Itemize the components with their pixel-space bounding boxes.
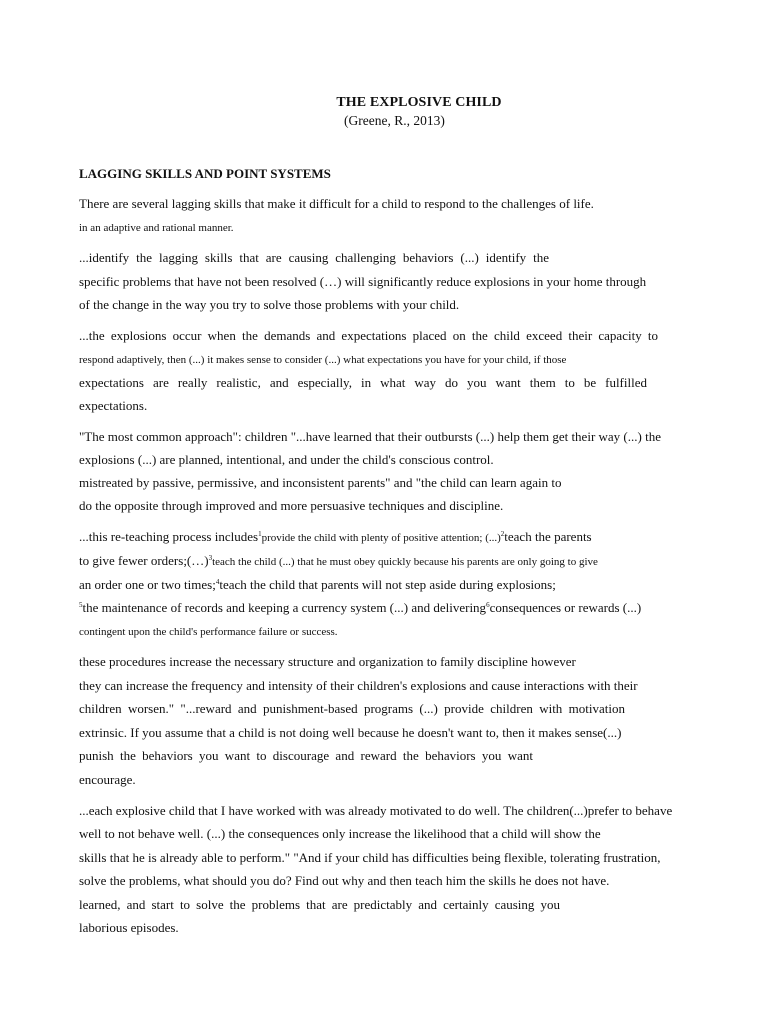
text-fragment: to give fewer orders;(…) xyxy=(79,553,209,568)
text-line: There are several lagging skills that make it difficult for a child to respond to the challenges of life. xyxy=(79,196,594,211)
text-fragment: consequences or rewards (...) xyxy=(489,600,642,615)
document-title: THE EXPLOSIVE CHILD xyxy=(336,95,502,110)
list-number: 2 xyxy=(500,530,505,538)
list-number: 6 xyxy=(486,601,490,609)
text-fragment: the maintenance of records and keeping a currency system (...) and delivering xyxy=(82,600,487,615)
text-line: solve the problems, what should you do? Find out why and then teach him the skills he does not have. xyxy=(79,873,610,888)
section-heading: LAGGING SKILLS AND POINT SYSTEMS xyxy=(79,166,331,181)
text-line: learned, and start to solve the problems that are predictably and certainly causing you xyxy=(79,897,560,912)
text-line: skills that he is already able to perform." "And if your child has difficulties being flexible, tolerating frustration, xyxy=(79,850,661,865)
text-line: punish the behaviors you want to discourage and reward the behaviors you want xyxy=(79,748,533,763)
text-line: explosions (...) are planned, intentional, and under the child's conscious control. xyxy=(79,452,494,467)
text-fragment: teach the parents xyxy=(504,529,592,544)
text-line: extrinsic. If you assume that a child is not doing well because he doesn't want to, then it makes sense(...) xyxy=(79,725,622,740)
text-line: contingent upon the child's performance failure or success. xyxy=(79,626,338,638)
text-line: encourage. xyxy=(79,772,136,787)
text-fragment: provide the child with plenty of positive attention; (...) xyxy=(261,532,501,544)
text-line: these procedures increase the necessary structure and organization to family discipline however xyxy=(79,654,576,669)
text-line: respond adaptively, then (...) it makes sense to consider (...) what expectations you have for your child, if those xyxy=(79,354,567,366)
text-line: ...each explosive child that I have worked with was already motivated to do well. The children(...)prefer to behave xyxy=(79,803,673,818)
text-line: ...the explosions occur when the demands and expectations placed on the child exceed their capacity to xyxy=(79,328,658,343)
text-line: mistreated by passive, permissive, and inconsistent parents" and "the child can learn again to xyxy=(79,475,562,490)
text-line: in an adaptive and rational manner. xyxy=(79,222,234,234)
text-line xyxy=(79,529,592,546)
text-line: well to not behave well. (...) the consequences only increase the likelihood that a child will show the xyxy=(79,826,601,841)
list-number: 4 xyxy=(215,578,220,586)
text-line xyxy=(79,577,556,593)
text-fragment: teach the child that parents will not step aside during explosions; xyxy=(219,577,556,592)
list-number: 1 xyxy=(258,530,262,538)
text-fragment: an order one or two times; xyxy=(79,577,216,592)
text-line: expectations are really realistic, and especially, in what way do you want them to be fulfilled xyxy=(79,375,647,390)
text-line: expectations. xyxy=(79,398,148,413)
text-line: of the change in the way you try to solve those problems with your child. xyxy=(79,297,460,312)
text-line xyxy=(79,600,641,616)
text-line: laborious episodes. xyxy=(79,920,179,935)
text-line: "The most common approach": children "...have learned that their outbursts (...) help them get their way (...) the xyxy=(79,429,661,444)
text-line: children worsen." "...reward and punishment-based programs (...) provide children with motivation xyxy=(79,701,625,716)
text-line: they can increase the frequency and intensity of their children's explosions and cause interactions with their xyxy=(79,678,638,693)
list-number: 3 xyxy=(208,554,213,562)
text-line: specific problems that have not been resolved (…) will significantly reduce explosions in your home through xyxy=(79,274,647,289)
text-fragment: ...this re-teaching process includes xyxy=(79,529,259,544)
list-number: 5 xyxy=(79,601,83,609)
text-line: do the opposite through improved and more persuasive techniques and discipline. xyxy=(79,498,504,513)
text-fragment: teach the child (...) that he must obey quickly because his parents are only going to give xyxy=(212,556,598,568)
text-line xyxy=(79,553,598,570)
text-line: ...identify the lagging skills that are causing challenging behaviors (...) identify the xyxy=(79,250,549,265)
document-citation: (Greene, R., 2013) xyxy=(344,113,445,128)
